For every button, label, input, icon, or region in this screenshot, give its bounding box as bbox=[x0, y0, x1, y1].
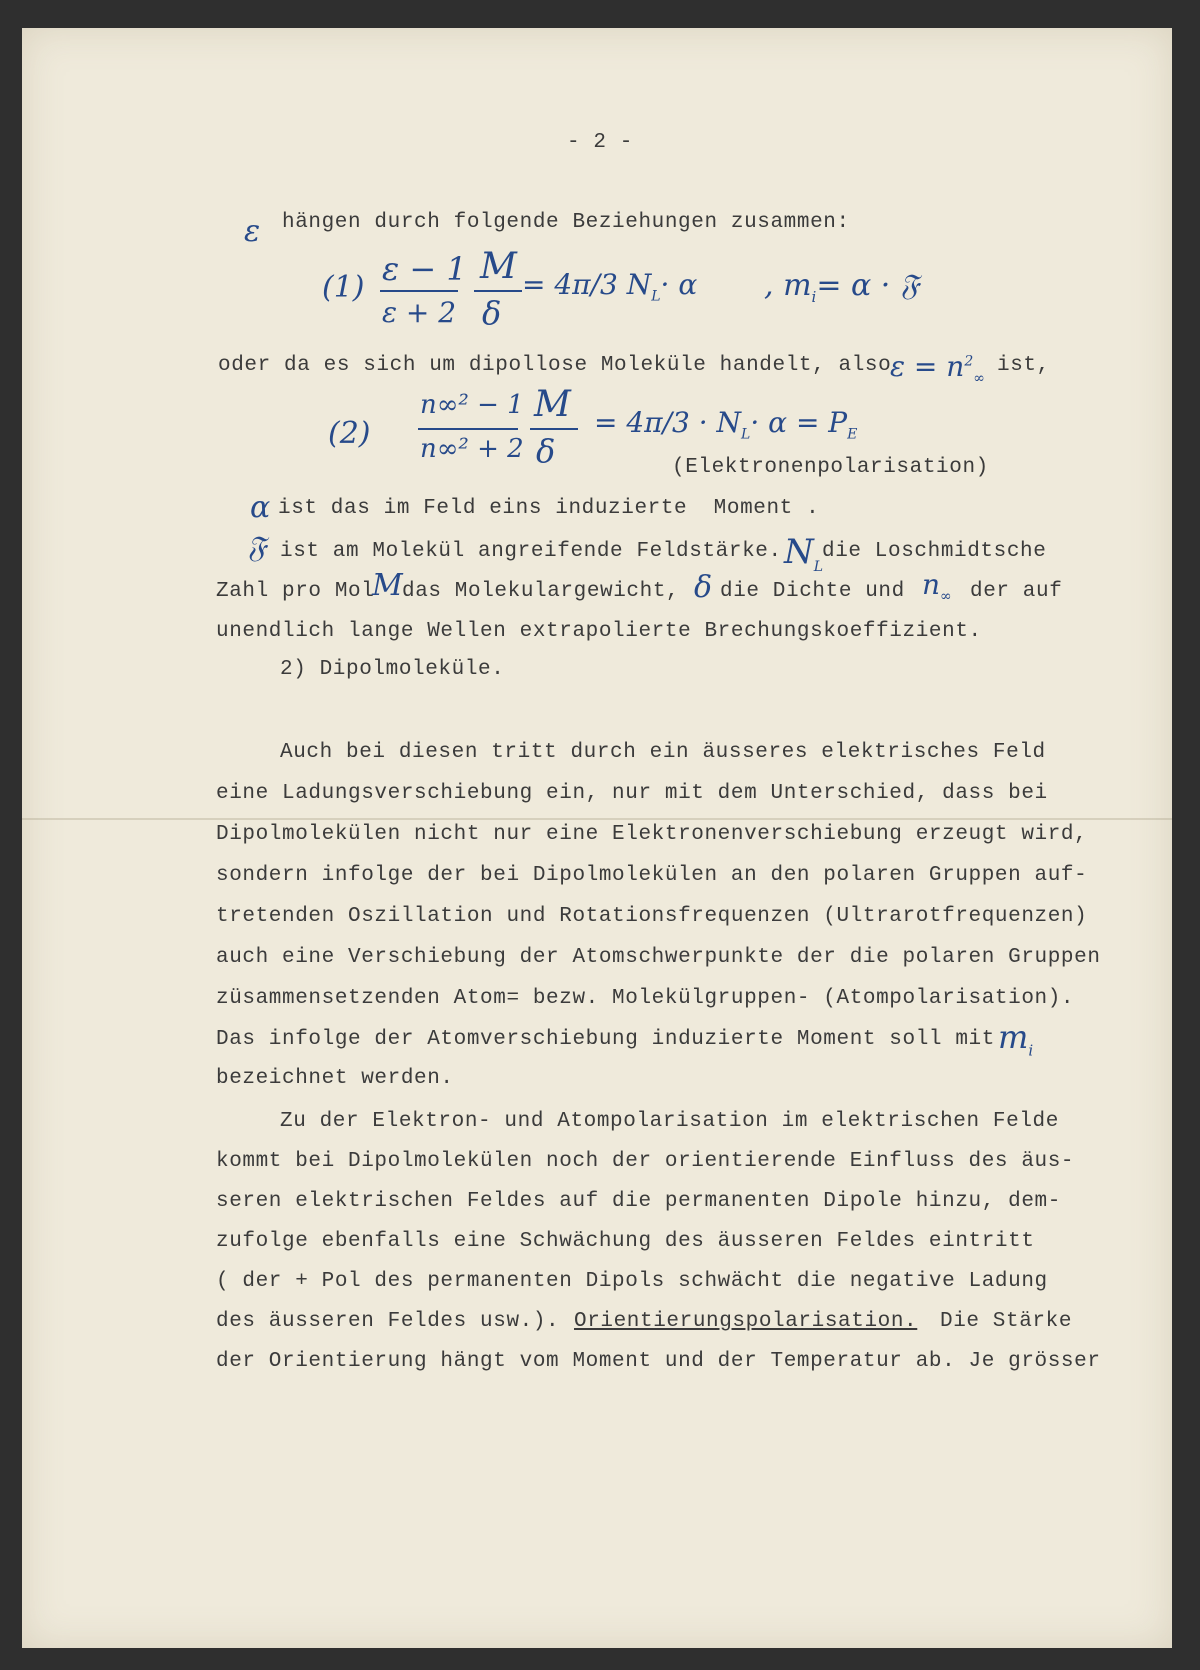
fraction-bar bbox=[380, 290, 458, 292]
text-line: der auf bbox=[970, 580, 1063, 603]
text-line: auch eine Verschiebung der Atomschwerpunkte der die polaren Gruppen bbox=[216, 946, 1101, 969]
text-line: zufolge ebenfalls eine Schwächung des äusseren Feldes eintritt bbox=[216, 1230, 1035, 1253]
text-line: seren elektrischen Feldes auf die permanenten Dipole hinzu, dem- bbox=[216, 1190, 1061, 1213]
equation-rhs: = $4\pi/3 \cdot N_L\cdot \alpha = P_E$ bbox=[594, 406, 858, 443]
text-line: die Dichte und bbox=[720, 580, 905, 603]
equation-label: (2) bbox=[328, 416, 371, 451]
fraction-denominator: δ bbox=[536, 432, 556, 470]
fraction-bar bbox=[474, 290, 522, 292]
text-line: hängen durch folgende Beziehungen zusammen: bbox=[282, 211, 850, 234]
density-symbol: δ bbox=[694, 570, 713, 605]
text-line: (Elektronenpolarisation) bbox=[672, 456, 989, 479]
equation-label: (1) bbox=[322, 270, 365, 305]
alpha-symbol: α bbox=[250, 490, 271, 525]
fraction-numerator: ε − 1 bbox=[382, 250, 467, 288]
text-line: eine Ladungsverschiebung ein, nur mit dem Unterschied, dass bei bbox=[216, 782, 1048, 805]
text-line: Das infolge der Atomverschiebung induzierte Moment soll mit bbox=[216, 1028, 995, 1051]
underlined-term: Orientierungspolarisation. bbox=[574, 1310, 918, 1333]
text-line: unendlich lange Wellen extrapolierte Brechungskoeffizient. bbox=[216, 620, 982, 643]
text-line: bezeichnet werden. bbox=[216, 1067, 454, 1090]
text-line: das Molekulargewicht, bbox=[402, 580, 680, 603]
text-line: tretenden Oszillation und Rotationsfrequenzen (Ultrarotfrequenzen) bbox=[216, 905, 1088, 928]
fraction-numerator: M bbox=[480, 246, 517, 287]
epsilon-symbol: ε bbox=[244, 214, 261, 249]
fraction-bar bbox=[418, 428, 518, 430]
epsilon-relation: $\varepsilon = n^2_\infty$ bbox=[890, 350, 985, 387]
section-heading: 2) Dipolmoleküle. bbox=[280, 658, 505, 681]
text-line: züsammensetzenden Atom= bezw. Molekülgruppen- (Atompolarisation). bbox=[216, 987, 1075, 1010]
text-line: die Loschmidtsche bbox=[822, 540, 1047, 563]
text-line: oder da es sich um dipollose Moleküle handelt, also bbox=[218, 354, 892, 377]
page-number: - 2 - bbox=[567, 131, 634, 154]
text-line: Zu der Elektron- und Atompolarisation im elektrischen Felde bbox=[280, 1110, 1059, 1133]
text-line: ( der + Pol des permanenten Dipols schwächt die negative Ladung bbox=[216, 1270, 1048, 1293]
paper-fold bbox=[22, 818, 1172, 820]
fraction-denominator: δ bbox=[482, 294, 502, 332]
equation-rhs: = 4π/3 $N_L\cdot \alpha$ bbox=[522, 268, 698, 305]
text-line: der Orientierung hängt vom Moment und der Temperatur ab. Je grösser bbox=[216, 1350, 1101, 1373]
field-symbol: 𝔉 bbox=[247, 530, 266, 565]
document-page bbox=[22, 28, 1172, 1648]
text-line: Auch bei diesen tritt durch ein äusseres elektrisches Feld bbox=[280, 741, 1046, 764]
text-line: Die Stärke bbox=[940, 1310, 1073, 1333]
fraction-numerator: M bbox=[534, 384, 571, 425]
text-line: ist, bbox=[997, 354, 1050, 377]
text-line: Dipolmolekülen nicht nur eine Elektronenverschiebung erzeugt wird, bbox=[216, 823, 1088, 846]
text-line: Zahl pro Mol bbox=[216, 580, 375, 603]
loschmidt-symbol: $N_L$ bbox=[784, 532, 824, 575]
fraction-denominator: ε + 2 bbox=[382, 296, 457, 329]
moment-relation: , $m_i= \alpha$ · 𝔉 bbox=[764, 268, 919, 306]
text-line: sondern infolge der bei Dipolmolekülen an den polaren Gruppen auf- bbox=[216, 864, 1088, 887]
text-line: des äusseren Feldes usw.). bbox=[216, 1310, 560, 1333]
text-line: ist das im Feld eins induzierte Moment . bbox=[278, 497, 820, 520]
atom-moment-symbol: $m_i$ bbox=[998, 1018, 1034, 1060]
text-line: kommt bei Dipolmolekülen noch der orientierende Einfluss des äus- bbox=[216, 1150, 1075, 1173]
text-line: ist am Molekül angreifende Feldstärke. bbox=[280, 540, 782, 563]
fraction-denominator: n∞² + 2 bbox=[420, 434, 524, 464]
refractive-index-symbol: $n_\infty$ bbox=[922, 568, 952, 605]
molecular-weight-symbol: M bbox=[372, 568, 403, 603]
fraction-bar bbox=[530, 428, 578, 430]
fraction-numerator: n∞² − 1 bbox=[420, 390, 524, 420]
